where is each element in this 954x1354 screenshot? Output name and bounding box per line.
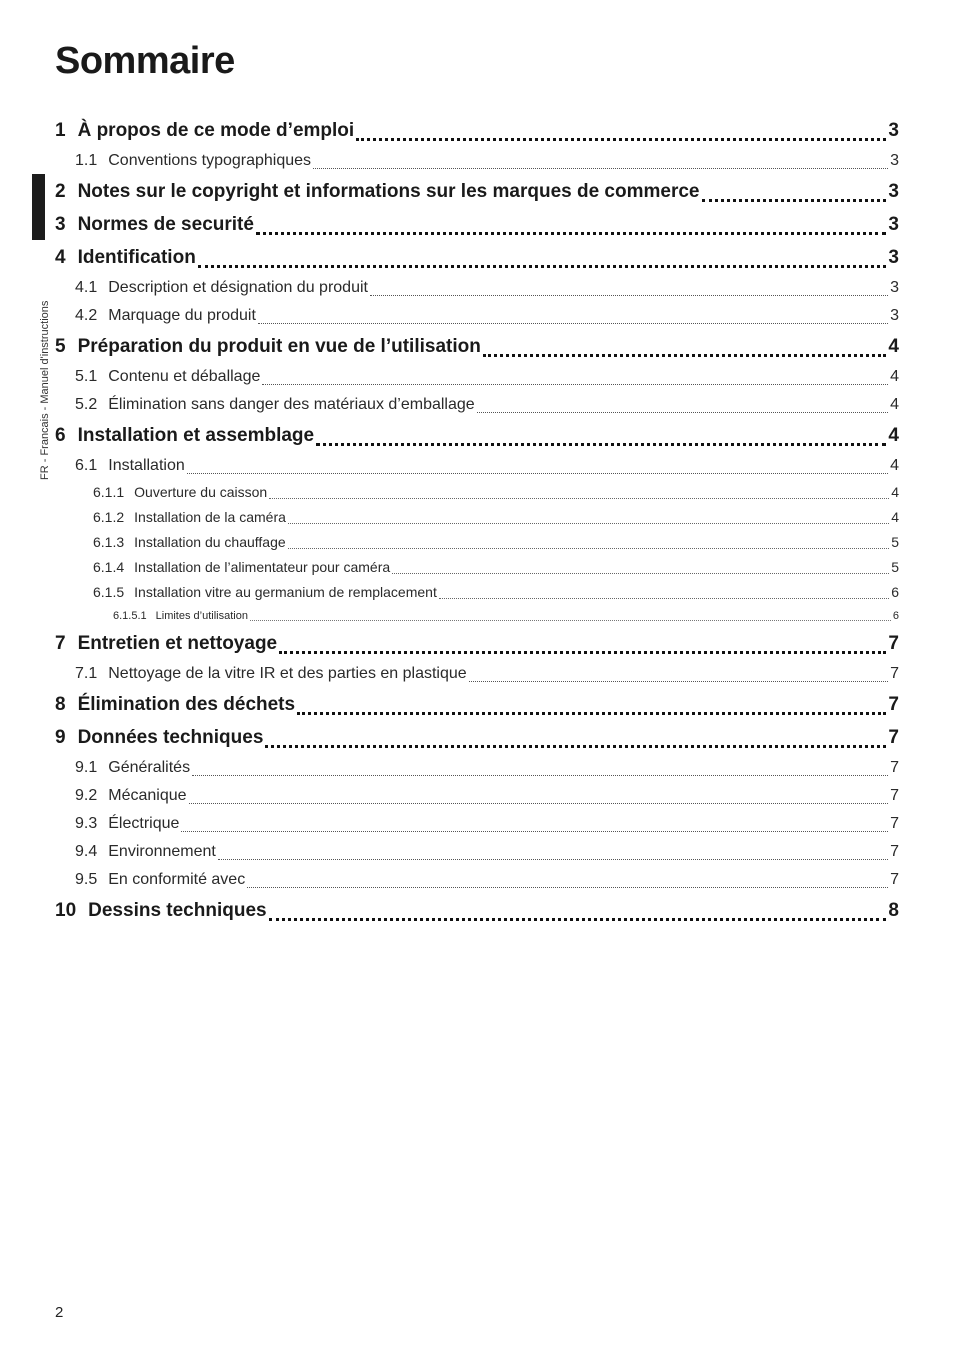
toc-dot-leader [702,199,887,202]
toc-dot-leader [279,651,886,654]
toc-dot-leader [256,232,886,235]
toc-entry-number: 5 [55,336,66,357]
toc-entry-title: Mécanique [108,787,187,804]
toc-entry-page: 4 [891,484,899,500]
toc-entry-title: À propos de ce mode d’emploi [77,120,355,141]
toc-entry-level-2[interactable] [55,302,899,330]
toc-entry-page: 3 [890,307,899,324]
toc-entry-page: 3 [888,120,899,141]
toc-entry-number: 6.1.2 [93,509,125,525]
toc-entry-number: 6 [55,425,66,446]
toc-entry-title: Généralités [108,759,191,776]
toc-dot-leader [370,295,888,296]
toc-entry-level-2[interactable] [55,147,899,175]
toc-entry-title: Description et désignation du produit [108,279,368,296]
toc-dot-leader [198,265,887,268]
toc-entry-level-2[interactable] [55,754,899,782]
toc-dot-leader [247,887,888,888]
toc-entry-level-2[interactable] [55,391,899,419]
toc-dot-leader [316,443,886,446]
toc-dot-leader [265,745,886,748]
toc-entry-number: 6.1.5 [93,584,125,600]
toc-entry-level-1[interactable] [55,330,899,363]
toc-entry-number: 4.2 [75,307,98,324]
toc-entry-page: 4 [888,425,899,446]
toc-entry-page: 7 [890,759,899,776]
toc-entry-number: 9.5 [75,871,98,888]
toc-entry-level-2[interactable] [55,782,899,810]
toc-entry-title: Marquage du produit [108,307,256,324]
toc-entry-level-3[interactable] [55,505,899,530]
toc-entry-number: 6.1.5.1 [113,610,147,622]
toc-entry-page: 7 [888,694,899,715]
toc-entry-title: Limites d’utilisation [155,610,248,622]
toc-dot-leader [483,354,887,357]
page-title: Sommaire [55,40,235,82]
toc-entry-title: Normes de securité [77,214,254,235]
toc-dot-leader [356,138,886,141]
toc-entry-level-4[interactable] [55,605,899,627]
toc-dot-leader [192,775,888,776]
toc-dot-leader [269,918,887,921]
toc-entry-number: 5.1 [75,368,98,385]
toc-entry-title: Installation et assemblage [77,425,315,446]
toc-entry-number: 9.1 [75,759,98,776]
side-tab-marker [32,174,45,240]
toc-entry-page: 7 [890,871,899,888]
toc-entry-level-1[interactable] [55,241,899,274]
toc-entry-title: Identification [77,247,196,268]
toc-entry-title: Contenu et déballage [108,368,261,385]
toc-entry-number: 1 [55,120,66,141]
toc-dot-leader [269,498,889,499]
toc-entry-title: Dessins techniques [88,900,267,921]
toc-entry-number: 6.1 [75,457,98,474]
toc-dot-leader [439,598,889,599]
toc-entry-number: 3 [55,214,66,235]
toc-entry-number: 6.1.4 [93,559,125,575]
toc-entry-level-1[interactable] [55,114,899,147]
toc-dot-leader [313,168,888,169]
toc-entry-number: 7 [55,633,66,654]
toc-entry-page: 5 [891,559,899,575]
toc-entry-level-3[interactable] [55,555,899,580]
toc-entry-level-1[interactable] [55,894,899,927]
toc-entry-title: Élimination sans danger des matériaux d’emballage [108,396,475,413]
toc-dot-leader [258,323,888,324]
toc-dot-leader [469,681,888,682]
toc-entry-page: 6 [892,610,899,622]
toc-entry-number: 4.1 [75,279,98,296]
toc-entry-page: 3 [890,152,899,169]
side-language-label: FR - Francais - Manuel d'instructions [39,300,51,480]
toc-entry-title: Électrique [108,815,180,832]
toc-entry-number: 8 [55,694,66,715]
toc-entry-level-2[interactable] [55,452,899,480]
toc-entry-page: 4 [890,396,899,413]
toc-entry-title: Installation du chauffage [134,534,286,550]
toc-dot-leader [288,523,889,524]
toc-entry-page: 7 [890,665,899,682]
toc-entry-level-3[interactable] [55,480,899,505]
toc-entry-title: Installation de la caméra [134,509,286,525]
toc-entry-title: Ouverture du caisson [134,484,268,500]
toc-dot-leader [250,620,891,621]
toc-dot-leader [288,548,890,549]
toc-entry-number: 9 [55,727,66,748]
toc-entry-level-2[interactable] [55,363,899,391]
toc-dot-leader [187,473,888,474]
toc-entry-number: 9.4 [75,843,98,860]
toc-entry-title: Élimination des déchets [77,694,296,715]
toc-entry-page: 4 [890,457,899,474]
toc-entry-page: 3 [888,247,899,268]
toc-entry-page: 3 [888,214,899,235]
toc-entry-page: 7 [888,727,899,748]
toc-entry-level-1[interactable] [55,208,899,241]
toc-entry-number: 9.3 [75,815,98,832]
toc-entry-number: 6.1.1 [93,484,125,500]
toc-dot-leader [477,412,888,413]
toc-entry-number: 4 [55,247,66,268]
toc-entry-number: 1.1 [75,152,98,169]
toc-entry-page: 8 [888,900,899,921]
toc-dot-leader [392,573,889,574]
toc-entry-page: 6 [891,584,899,600]
toc-entry-title: Entretien et nettoyage [77,633,278,654]
toc-dot-leader [181,831,888,832]
toc-entry-number: 5.2 [75,396,98,413]
toc-entry-title: Nettoyage de la vitre IR et des parties en plastique [108,665,467,682]
toc-entry-page: 7 [890,815,899,832]
toc-entry-number: 9.2 [75,787,98,804]
toc-entry-number: 6.1.3 [93,534,125,550]
toc-entry-page: 4 [888,336,899,357]
toc-entry-page: 3 [888,181,899,202]
toc-entry-title: En conformité avec [108,871,246,888]
toc-entry-level-3[interactable] [55,530,899,555]
toc-entry-level-2[interactable] [55,660,899,688]
toc-entry-level-2[interactable] [55,274,899,302]
toc-entry-number: 7.1 [75,665,98,682]
toc-entry-page: 7 [888,633,899,654]
toc-entry-title: Conventions typographiques [108,152,312,169]
toc-entry-title: Installation [108,457,185,474]
toc-entry-level-1[interactable] [55,688,899,721]
toc-entry-page: 3 [890,279,899,296]
toc-entry-number: 10 [55,900,77,921]
toc-dot-leader [189,803,889,804]
toc-entry-title: Installation vitre au germanium de remplacement [134,584,437,600]
toc-entry-page: 7 [890,843,899,860]
toc-entry-level-2[interactable] [55,866,899,894]
toc-dot-leader [262,384,888,385]
toc-dot-leader [218,859,888,860]
toc-entry-number: 2 [55,181,66,202]
toc-entry-level-3[interactable] [55,580,899,605]
toc-entry-title: Installation de l’alimentateur pour caméra [134,559,391,575]
toc-entry-level-1[interactable] [55,627,899,660]
toc-entry-level-1[interactable] [55,175,899,208]
toc-entry-title: Données techniques [77,727,264,748]
toc-entry-page: 5 [891,534,899,550]
toc-entry-title: Préparation du produit en vue de l’utilisation [77,336,481,357]
toc-entry-level-2[interactable] [55,838,899,866]
toc-entry-level-1[interactable] [55,721,899,754]
toc-entry-page: 4 [891,509,899,525]
toc-entry-page: 7 [890,787,899,804]
toc-dot-leader [297,712,886,715]
table-of-contents [55,114,899,927]
toc-entry-title: Notes sur le copyright et informations sur les marques de commerce [77,181,700,202]
toc-entry-level-1[interactable] [55,419,899,452]
toc-entry-page: 4 [890,368,899,385]
page-number: 2 [55,1304,64,1321]
toc-entry-title: Environnement [108,843,216,860]
toc-entry-level-2[interactable] [55,810,899,838]
